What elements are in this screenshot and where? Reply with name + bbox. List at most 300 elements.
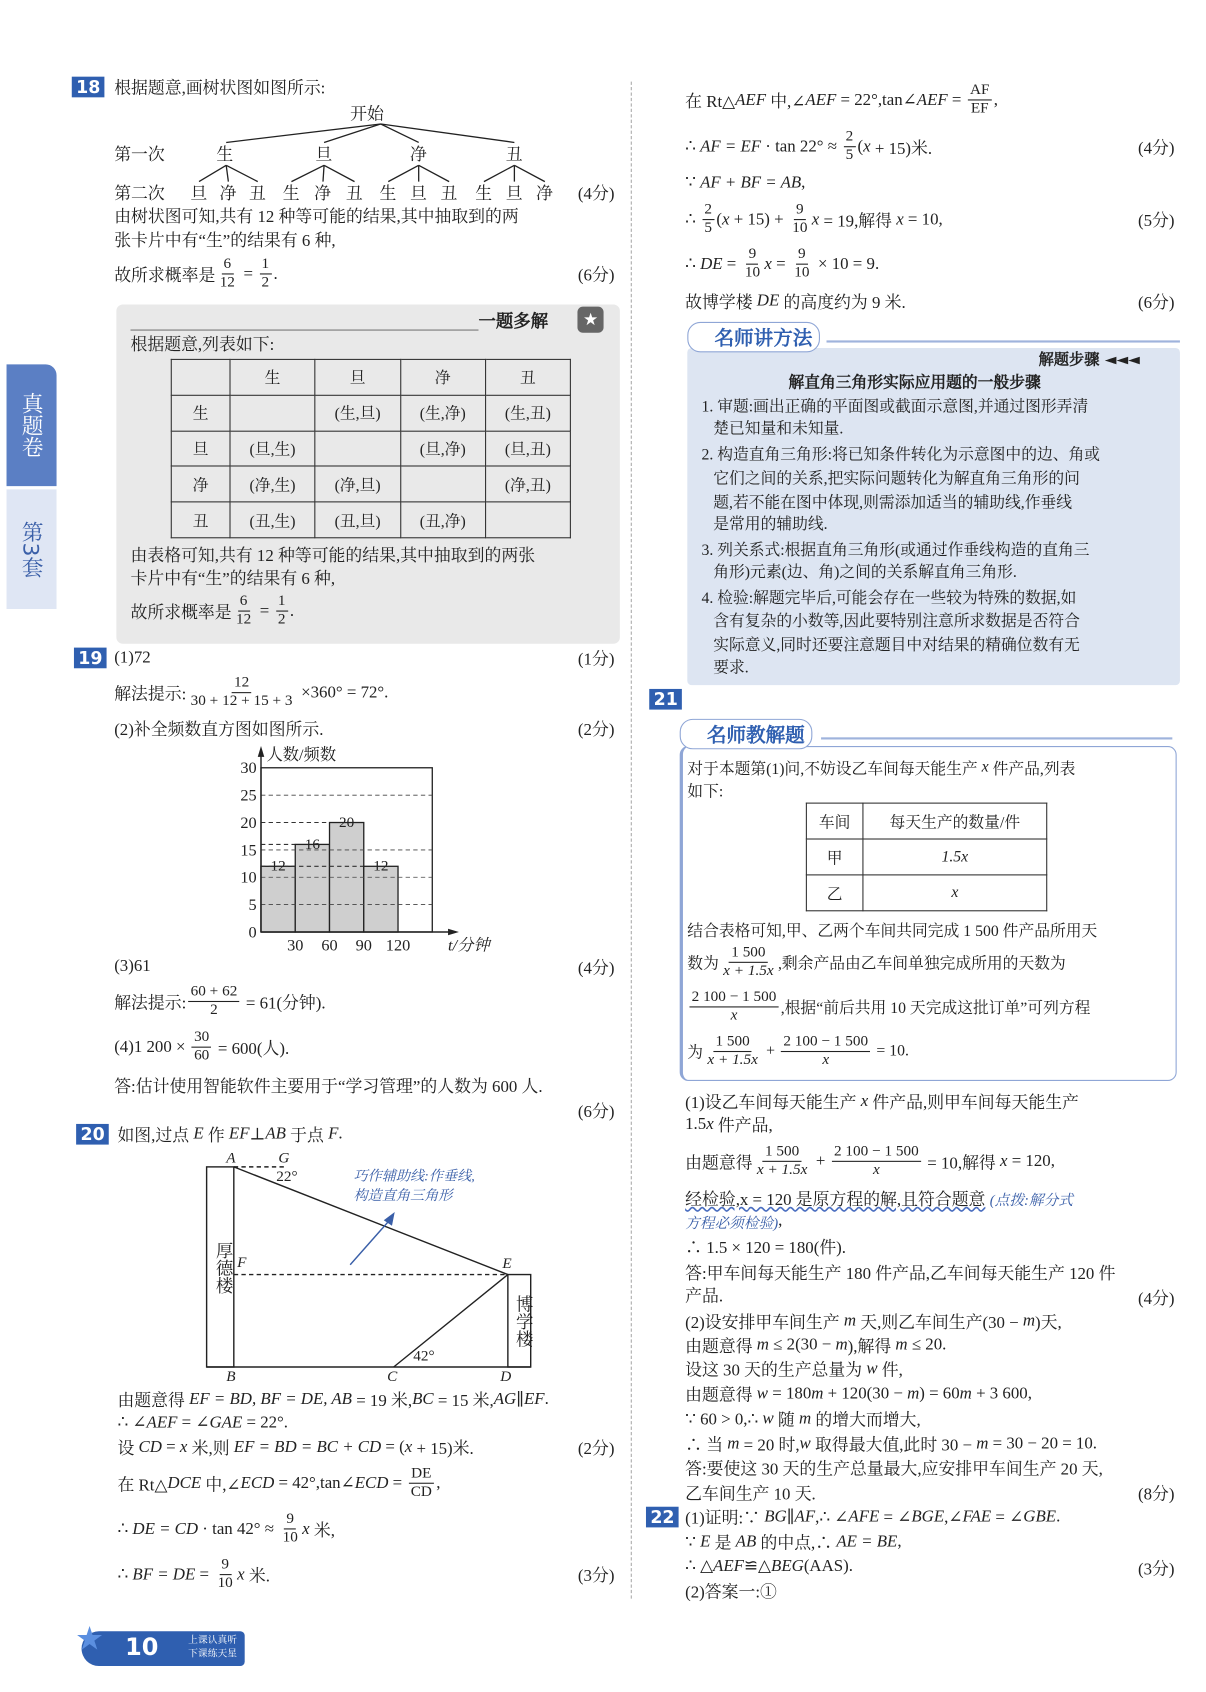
- numerator: 2: [843, 129, 855, 148]
- numerator: DE: [409, 1465, 434, 1484]
- denominator: x: [822, 1052, 830, 1069]
- q20-line: [117, 1388, 548, 1412]
- math-var: m: [959, 1384, 972, 1403]
- table-cell: 1.5x: [863, 839, 1047, 875]
- annotation-note: 巧作辅助线:作垂线,: [353, 1167, 475, 1184]
- table-row: [806, 803, 1046, 839]
- text-run: (1)设乙车间每天能生产: [685, 1094, 861, 1113]
- text-run: = 61(分钟).: [241, 993, 326, 1013]
- table-cell: 旦: [171, 431, 230, 467]
- table-cell: (生,丑): [485, 395, 570, 431]
- text-run: 米,: [309, 1521, 335, 1540]
- denominator: x: [872, 1161, 880, 1179]
- method-step-line: 3. 列关系式:根据直角三角形(或通过作垂线构造的直角三: [701, 542, 1090, 560]
- numerator: 1: [259, 256, 271, 275]
- q21-line: [685, 1382, 1032, 1406]
- text-run: 答:估计使用智能软件主要用于“学习管理”的人数为 600 人.: [114, 1077, 543, 1097]
- text-run: (4)1 200 ×: [114, 1037, 190, 1056]
- math-var: m: [835, 1335, 848, 1354]
- text-run: ∵ 60 > 0,∴: [685, 1409, 763, 1429]
- q20-line: [117, 1557, 269, 1593]
- q20-line: [685, 82, 998, 118]
- text-run: ∴ 当: [685, 1436, 728, 1456]
- denominator: 2: [261, 274, 270, 291]
- method-step-line: 要求.: [701, 659, 749, 677]
- x-tick-label: 30: [287, 935, 304, 955]
- table-row: [806, 875, 1046, 911]
- text-run: 中,∠: [765, 92, 806, 111]
- math-var: x: [863, 137, 871, 156]
- math-var: BC: [412, 1389, 434, 1409]
- text-run: = ∠: [991, 1507, 1024, 1527]
- fraction: [689, 989, 778, 1025]
- text-run: 根据题意,画树状图如图所示:: [114, 79, 326, 98]
- table-cell: 生: [230, 359, 315, 395]
- denominator: 10: [744, 264, 761, 282]
- math-var: EF = BD = BC + CD: [233, 1437, 382, 1457]
- text-run: 对于本题第(1)问,不妨设乙车间每天能生产: [687, 760, 982, 779]
- footer-slogan: [188, 1635, 237, 1661]
- math-var: ECD: [240, 1473, 275, 1493]
- text-run: · tan 22° ≈: [761, 137, 842, 156]
- math-var: AB: [265, 1124, 286, 1143]
- denominator: x: [730, 1007, 738, 1024]
- numerator: 2 100 − 1 500: [689, 989, 778, 1008]
- method-step-line: 1. 审题:画出正确的平面图或截面示意图,并通过图形弄清: [701, 398, 1089, 416]
- math-var: E: [700, 1532, 711, 1551]
- score: (6分): [577, 266, 615, 285]
- method-step-line: 角形)元素(边、角)之间的关系解直角三角形.: [701, 563, 1017, 582]
- y-tick-label: 20: [240, 812, 257, 832]
- text-run: ⊥: [249, 1125, 266, 1144]
- text-run: (3)61: [114, 957, 151, 976]
- text-run: 1.5: [685, 1114, 707, 1134]
- math-var: m: [976, 1434, 989, 1453]
- tree-node: 丑: [249, 184, 266, 204]
- math-var: AB: [735, 1532, 757, 1551]
- tree-node: 丑: [345, 184, 363, 204]
- text-run: ∵: [685, 173, 701, 192]
- q20-line: [117, 1412, 288, 1433]
- text-run: (: [857, 137, 864, 156]
- point-label-b: B: [226, 1369, 236, 1386]
- text-run: 故所求概率是: [130, 603, 232, 623]
- numerator: 9: [746, 246, 758, 265]
- score: (1分): [577, 650, 615, 669]
- math-var: x: [706, 1114, 714, 1134]
- denominator: 60: [194, 1047, 210, 1065]
- text-run: 如图,过点: [117, 1126, 194, 1146]
- tree-level2-label: 第二次: [114, 184, 165, 204]
- q21-line: [685, 1113, 773, 1137]
- fraction: [409, 1465, 435, 1501]
- angle-label-42: 42°: [413, 1348, 435, 1365]
- method-step-line: 它们之间的关系,把实际问题转化为解直角三角形的问: [701, 470, 1080, 488]
- math-var: x: [722, 209, 730, 229]
- y-tick-label: 10: [240, 867, 257, 887]
- text-run: =: [722, 254, 741, 273]
- math-var: DE = CD: [132, 1519, 199, 1538]
- question-number-20: 20: [76, 1124, 109, 1145]
- teach-header: 名师教解题: [680, 719, 813, 749]
- text-run: 答:甲车间每天能生产 180 件产品,乙车间每天能生产 120 件: [685, 1264, 1116, 1284]
- math-var: AEF: [146, 1412, 178, 1432]
- text-run: ∴: [685, 210, 701, 229]
- text-run: (2)补全频数直方图如图所示.: [114, 721, 324, 740]
- math-var: m: [907, 1384, 920, 1403]
- text-run: 由树状图可知,共有 12 种等可能的结果,其中抽取到的两: [114, 207, 519, 227]
- q21-line: [685, 1234, 846, 1258]
- text-run: 随: [773, 1411, 799, 1431]
- teach-line: [687, 1034, 909, 1070]
- tip-note: (点拨:解分式: [989, 1191, 1073, 1209]
- text-run: 天,则乙车间生产(30 −: [856, 1313, 1023, 1333]
- side-tab-set[interactable]: 第3套: [7, 489, 57, 609]
- point-label-a: A: [226, 1150, 236, 1167]
- table-cell: 旦: [315, 359, 400, 395]
- text-run: 在 Rt△: [117, 1475, 168, 1495]
- math-var: x: [302, 1519, 310, 1538]
- numerator: 2 100 − 1 500: [832, 1143, 921, 1162]
- score: (4分): [1137, 139, 1175, 158]
- math-var: x: [404, 1437, 413, 1457]
- denominator: 30 + 12 + 15 + 3: [190, 693, 293, 710]
- denominator: CD: [410, 1483, 432, 1501]
- q20-line: [685, 172, 805, 193]
- tree-node: 丑: [440, 184, 458, 204]
- teach-line: [687, 918, 1097, 941]
- tree-root: 开始: [350, 105, 384, 124]
- text-run: 米.: [244, 1567, 270, 1586]
- page-footer-badge: [75, 1621, 245, 1666]
- text-run: 件产品,: [713, 1116, 773, 1136]
- q21-line: [685, 1333, 946, 1357]
- table-cell: (旦,生): [230, 431, 315, 467]
- point-label-f: F: [237, 1254, 247, 1272]
- text-run: 是: [710, 1534, 736, 1553]
- score: (4分): [1137, 1289, 1175, 1309]
- tree-node: 净: [536, 184, 554, 204]
- text-run: ≌△: [743, 1556, 772, 1576]
- text-run: ),解得: [847, 1337, 896, 1357]
- y-axis-label: 人数/频数: [266, 745, 337, 765]
- text-run: 件产品,列表: [988, 760, 1076, 779]
- bar-data-label: 20: [339, 813, 355, 831]
- text-run: 张卡片中有“生”的结果有 6 种,: [114, 231, 336, 251]
- score: (4分): [577, 959, 615, 978]
- q20-line: [117, 1465, 440, 1501]
- tree-node: 旦: [409, 184, 427, 204]
- bar-data-label: 12: [270, 857, 286, 875]
- text-run: =: [195, 1564, 214, 1584]
- angle-label-22: 22°: [276, 1169, 298, 1186]
- score: (4分): [577, 184, 615, 204]
- math-var: FAE: [962, 1507, 992, 1526]
- score: (2分): [577, 1439, 615, 1459]
- math-var: x: [896, 209, 904, 229]
- table-cell: 甲: [806, 839, 863, 875]
- math-var: AF = EF: [700, 137, 762, 156]
- text-run: )天,: [1035, 1313, 1062, 1333]
- math-var: AEF: [805, 90, 837, 109]
- q21-line: [685, 1407, 921, 1431]
- math-var: AEF: [916, 90, 948, 109]
- text-run: 于点: [285, 1126, 329, 1146]
- text-run: 的高度约为 9 米.: [779, 293, 906, 313]
- bar-data-label: 16: [304, 835, 320, 853]
- denominator: 12: [236, 611, 252, 629]
- table-cell: x: [863, 875, 1047, 911]
- text-run: 设: [117, 1439, 139, 1459]
- table-cell: 丑: [171, 502, 230, 538]
- page-number: 10: [125, 1634, 159, 1662]
- math-var: EF: [228, 1124, 250, 1143]
- score: (3分): [577, 1567, 615, 1586]
- text-run: ,: [897, 1532, 902, 1551]
- fraction: [790, 202, 810, 238]
- fraction: [280, 1511, 300, 1547]
- x-tick-label: 90: [355, 935, 372, 955]
- table-cell: 车间: [806, 803, 863, 839]
- math-var: x: [179, 1437, 188, 1457]
- math-var: w: [866, 1359, 878, 1378]
- q22-line: [685, 1530, 901, 1554]
- math-var: F: [328, 1124, 339, 1143]
- text-run: .: [544, 1389, 549, 1409]
- numerator: 1: [276, 593, 288, 612]
- point-label-d: D: [500, 1369, 512, 1386]
- text-run: +: [811, 1151, 830, 1171]
- teach-line: [687, 944, 1065, 980]
- q20-line: [685, 129, 932, 165]
- text-run: ≤ 20.: [907, 1335, 947, 1354]
- text-run: 产品.: [685, 1287, 724, 1307]
- denominator: x + 1.5x: [756, 1161, 808, 1179]
- math-var: GBE: [1023, 1507, 1057, 1526]
- math-var: m: [843, 1311, 857, 1331]
- annotation-note: 构造直角三角形: [353, 1187, 453, 1204]
- text-run: = 19 米,: [351, 1392, 413, 1411]
- math-var: AE = BE: [836, 1532, 898, 1551]
- text-run: ,∠: [944, 1507, 963, 1527]
- text-run: (2)设安排甲车间生产: [685, 1313, 844, 1333]
- q21-check-cont: [685, 1210, 782, 1232]
- text-run: 米,则: [187, 1439, 234, 1459]
- teach-line: [687, 756, 1075, 779]
- tree-node: 净: [314, 184, 332, 204]
- fraction: [743, 246, 763, 282]
- method-header: 名师讲方法: [687, 322, 820, 352]
- text-run: =: [947, 90, 966, 109]
- tree-node: 旦: [190, 184, 208, 204]
- teach-line: [687, 779, 723, 802]
- math-var: x: [981, 758, 989, 776]
- math-var: m: [756, 1335, 769, 1354]
- fraction: [832, 1143, 921, 1179]
- text-run: 的增大而增大,: [811, 1411, 921, 1431]
- q21-check: [685, 1186, 1073, 1210]
- math-var: BEG: [771, 1556, 804, 1575]
- text-run: =: [255, 601, 274, 620]
- text-run: .: [338, 1124, 343, 1143]
- q21-line: [685, 1143, 1055, 1179]
- text-run: = 10.: [872, 1042, 909, 1060]
- q21-line: [685, 1357, 903, 1381]
- fraction: [721, 944, 776, 980]
- table-cell: (丑,净): [400, 502, 485, 538]
- building-boxue: 博学楼: [513, 1295, 532, 1348]
- text-run: (1)证明:∵: [685, 1509, 765, 1528]
- text-run: 由题意得: [685, 1337, 757, 1357]
- text-run: .: [289, 601, 295, 620]
- math-var: m: [895, 1335, 908, 1354]
- tree-level1-label: 第一次: [114, 145, 165, 165]
- star-icon: ★: [577, 307, 603, 333]
- method-title: 解直角三角形实际应用题的一般步骤: [788, 374, 1041, 393]
- y-tick-label: 30: [240, 758, 257, 778]
- text-run: = 180: [768, 1384, 812, 1403]
- numerator: 2 100 − 1 500: [781, 1034, 870, 1053]
- denominator: EF: [970, 100, 989, 117]
- steps-tag: 解题步骤 ◄◄◄: [1038, 351, 1140, 369]
- q21-line: [685, 1309, 1062, 1333]
- text-run: 由表格可知,共有 12 种等可能的结果,其中抽取到的两张: [130, 547, 536, 566]
- score: (8分): [1137, 1485, 1175, 1505]
- text-run: 由题意得: [117, 1392, 190, 1411]
- math-var: w: [756, 1384, 769, 1403]
- y-tick-label: 25: [240, 785, 257, 805]
- slogan-line: 下课练天星: [188, 1648, 238, 1660]
- text-run: · tan 42° ≈: [198, 1519, 279, 1538]
- table-cell: 乙: [806, 875, 863, 911]
- fraction: [968, 82, 992, 118]
- table-cell: (生,旦): [315, 395, 400, 431]
- text-run: = 42°,tan∠: [274, 1474, 355, 1493]
- table-cell: (丑,生): [230, 502, 315, 538]
- table-cell: 净: [171, 466, 230, 502]
- q20-line: [685, 202, 943, 238]
- text-run: 在 Rt△: [685, 92, 736, 111]
- numerator: 1 500: [713, 1034, 752, 1053]
- fraction: [792, 246, 812, 282]
- punct: ,: [778, 1211, 783, 1230]
- math-var: x: [1000, 1151, 1008, 1171]
- math-var: x: [764, 254, 772, 273]
- text-run: ) = 60: [919, 1384, 960, 1403]
- y-tick-label: 0: [248, 922, 257, 942]
- teach-line: [687, 989, 1090, 1025]
- fraction: [843, 129, 855, 165]
- q20-line: [685, 289, 906, 313]
- text-run: (AAS).: [803, 1556, 853, 1575]
- text-run: 作: [203, 1126, 229, 1146]
- denominator: 10: [217, 1575, 233, 1592]
- text-run: =: [771, 254, 790, 273]
- table-cell: (旦,丑): [485, 431, 570, 467]
- x-axis-label: t/分钟: [448, 935, 490, 955]
- table-cell: (净,旦): [315, 466, 400, 502]
- text-run: ∴: [685, 255, 701, 274]
- text-run: 答:要使这 30 天的生产总量最大,应安排甲车间生产 20 天,: [685, 1460, 1103, 1479]
- math-var: AEF: [735, 90, 766, 109]
- score: (6分): [577, 1102, 615, 1122]
- numerator: AF: [968, 82, 992, 101]
- table-cell: 每天生产的数量/件: [863, 803, 1047, 839]
- denominator: x + 1.5x: [707, 1052, 758, 1069]
- text-run: 解法提示:: [114, 685, 187, 704]
- numerator: 6: [221, 256, 233, 275]
- score: (3分): [1137, 1560, 1175, 1580]
- text-run: ,根据“前后共用 10 天完成这批订单”可列方程: [780, 999, 1091, 1018]
- denominator: 2: [277, 611, 286, 629]
- math-var: E: [193, 1124, 204, 1143]
- tree-node: 旦: [505, 184, 523, 204]
- tree-node: 生: [282, 184, 300, 204]
- math-var: BGE: [911, 1507, 945, 1526]
- text-run: + 15)米.: [412, 1439, 474, 1459]
- side-tab-exam[interactable]: 真题卷: [7, 364, 57, 486]
- text-run: ∴ 1.5 × 120 = 180(件).: [685, 1238, 847, 1258]
- point-label-e: E: [502, 1256, 512, 1273]
- text-run: 中,∠: [201, 1475, 241, 1495]
- point-label-c: C: [387, 1369, 398, 1386]
- q21-line: [685, 1456, 1103, 1480]
- text-run: = (: [381, 1437, 405, 1457]
- math-var: AFE: [848, 1507, 880, 1526]
- numerator: 9: [284, 1511, 296, 1530]
- q21-line: [685, 1283, 723, 1307]
- text-run: = 600(人).: [213, 1039, 290, 1059]
- text-run: .: [1056, 1507, 1061, 1526]
- denominator: 12: [219, 274, 235, 291]
- alt-solution-title: 一题多解: [478, 310, 549, 332]
- table-cell: (丑,旦): [315, 502, 400, 538]
- table-cell: 净: [400, 359, 485, 395]
- text-run: ,: [801, 172, 806, 192]
- text-run: = 20 时,: [739, 1436, 800, 1456]
- text-run: = 22°,tan∠: [836, 90, 917, 110]
- slogan-line: 上课认真听: [188, 1635, 238, 1647]
- text-run: (1)72: [114, 648, 151, 667]
- text-run: = 30 − 20 = 10.: [988, 1434, 1098, 1453]
- text-run: 为: [687, 1044, 704, 1062]
- text-run: 件产品,则甲车间每天能生产: [868, 1094, 1079, 1113]
- fraction: [705, 1034, 760, 1070]
- math-var: DE: [756, 291, 780, 310]
- text-run: = 120,: [1007, 1151, 1055, 1171]
- tip-note: 方程必须检验): [685, 1214, 779, 1232]
- numerator: 12: [232, 675, 252, 694]
- denominator: 5: [704, 220, 713, 237]
- text-run: = 10,: [903, 209, 943, 229]
- q22-line: [685, 1505, 1060, 1529]
- table-cell: 生: [171, 395, 230, 431]
- x-tick-label: 120: [385, 935, 411, 955]
- math-var: w: [799, 1434, 811, 1453]
- method-step-line: 题,若不能在图中体现,则需添加适当的辅助线,作垂线: [701, 494, 1073, 512]
- question-number-18: 18: [72, 77, 105, 98]
- table-row: [806, 839, 1046, 875]
- column-divider: [631, 82, 632, 1599]
- tree-node: 生: [216, 145, 234, 165]
- text-run: + 120(30 −: [823, 1384, 908, 1403]
- fraction: [215, 1557, 235, 1593]
- text-run: 卡片中有“生”的结果有 6 种,: [130, 569, 336, 589]
- text-run: × 10 = 9.: [813, 254, 880, 273]
- star-mascot-icon: ★: [75, 1621, 105, 1658]
- math-var: GAE: [209, 1412, 243, 1432]
- text-run: 故博学楼: [685, 293, 757, 313]
